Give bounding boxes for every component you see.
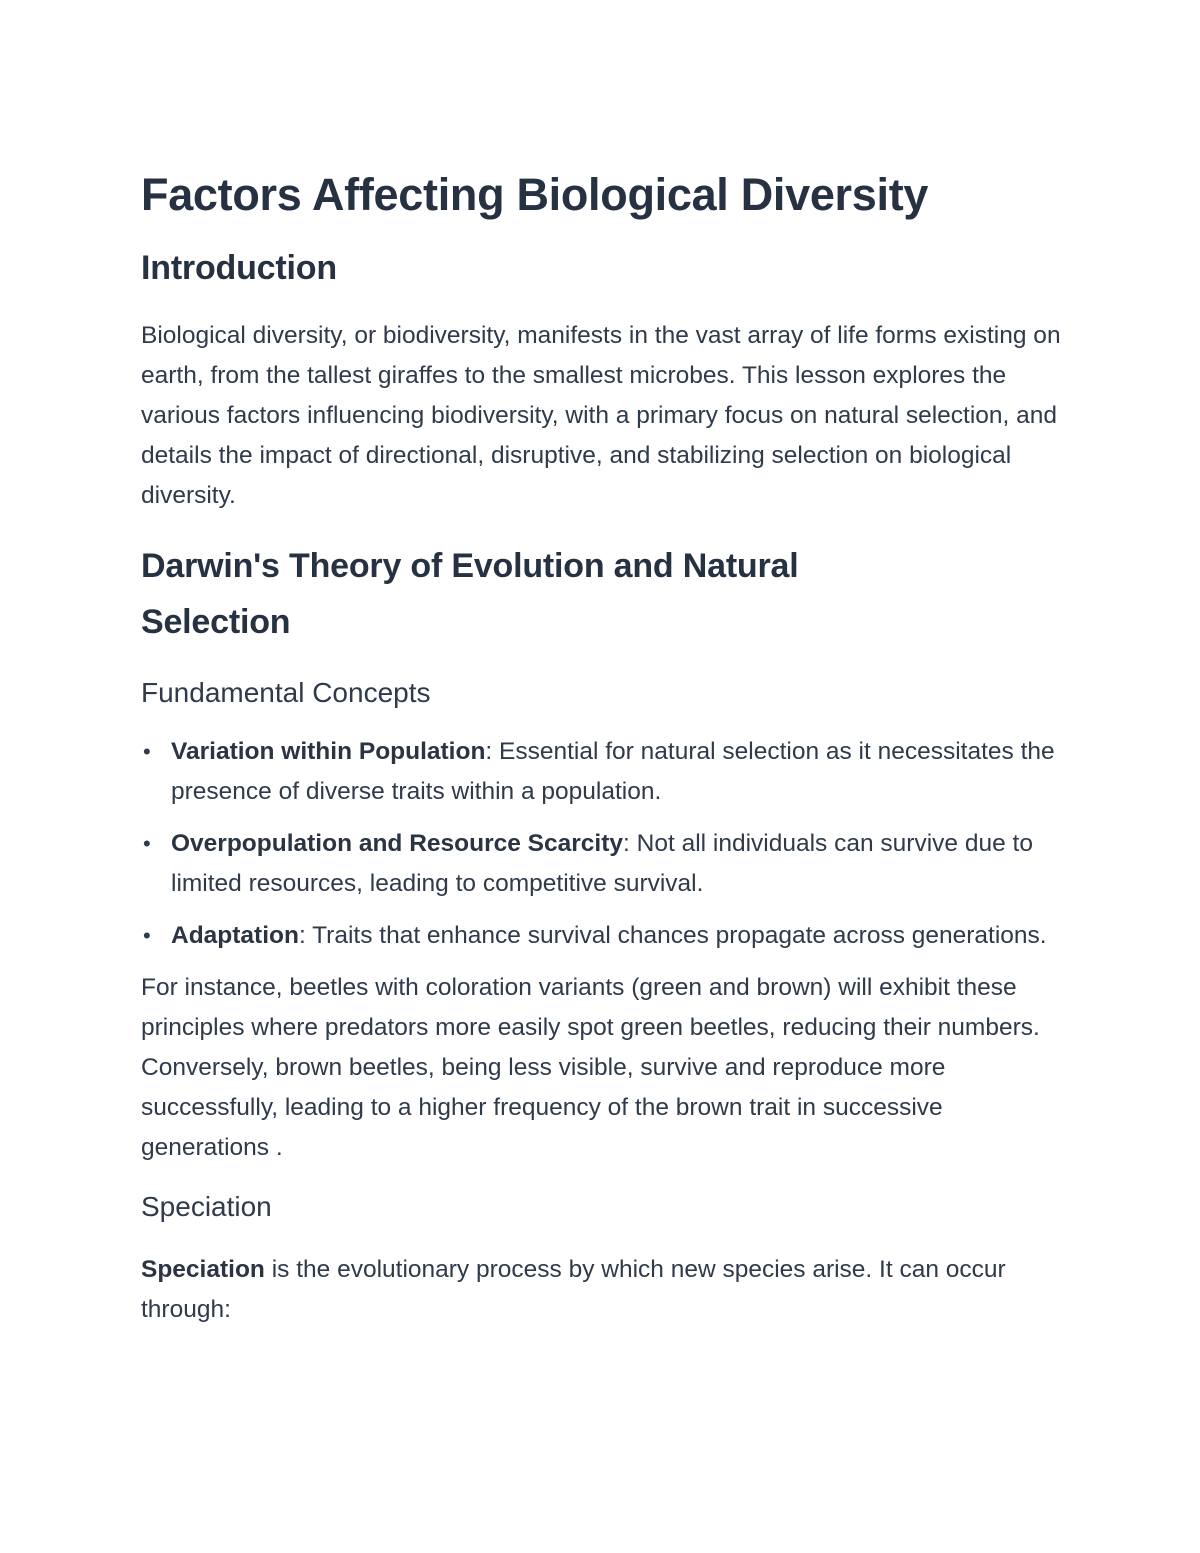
concept-description: : Traits that enhance survival chances propagate across generations. (298, 922, 1047, 949)
list-item (141, 916, 1071, 956)
speciation-paragraph (141, 1250, 1071, 1330)
darwin-heading: Darwin's Theory of Evolution and Natural Selection (141, 547, 799, 641)
document-page (141, 160, 1071, 1330)
speciation-description: is the evolutionary process by which new species arise. It can occur through: (141, 1256, 1006, 1323)
concept-term: Overpopulation and Resource Scarcity (171, 830, 624, 857)
introduction-heading: Introduction (141, 249, 337, 287)
fundamental-concepts-heading: Fundamental Concepts (141, 677, 431, 708)
bullet-icon: • (143, 831, 151, 856)
concept-term: Variation within Population (171, 738, 486, 765)
document-title: Factors Affecting Biological Diversity (141, 169, 929, 220)
concept-list (141, 732, 1071, 956)
concept-term: Adaptation (171, 922, 299, 949)
speciation-term: Speciation (141, 1256, 265, 1283)
list-item (141, 732, 1071, 812)
speciation-heading: Speciation (141, 1191, 272, 1222)
introduction-paragraph: Biological diversity, or biodiversity, manifests in the vast array of life forms existing on earth, from the tallest giraffes to the smallest microbes. This lesson explores the various factors influencing biodiversity, with a primary focus on natural selection, and details the impact of directional, disruptive, and stabilizing selection on biological diversity. (141, 322, 1061, 509)
bullet-icon: • (143, 739, 151, 764)
concept-description: : Not all individuals can survive due to limited resources, leading to competitive survival. (171, 830, 1033, 897)
bullet-icon: • (143, 923, 151, 948)
list-item (141, 824, 1071, 904)
concept-description: : Essential for natural selection as it necessitates the presence of diverse traits within a population. (171, 738, 1055, 805)
beetle-example-paragraph: For instance, beetles with coloration variants (green and brown) will exhibit these principles where predators more easily spot green beetles, reducing their numbers. Conversely, brown beetles, being less visible, survive and reproduce more successfully, leading to a higher frequency of the brown trait in successive generations . (141, 974, 1040, 1161)
